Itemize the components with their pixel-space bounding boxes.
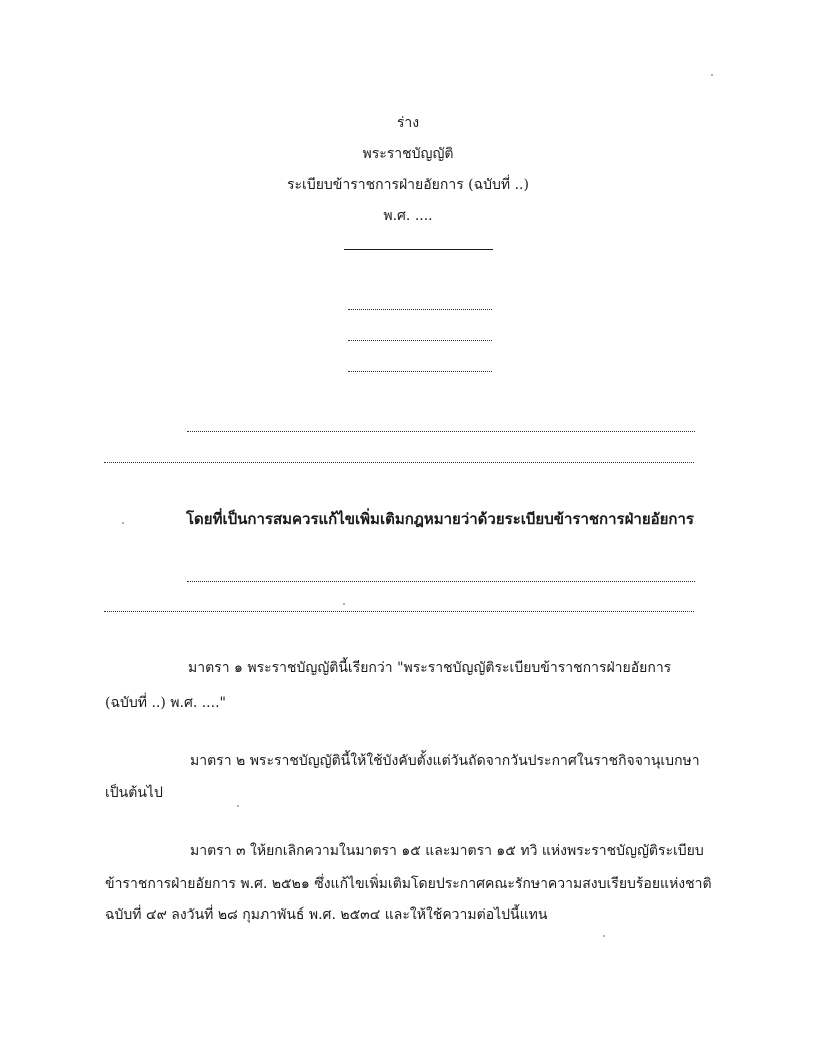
scan-speck [237, 805, 239, 807]
section-2-line-2: เป็นต้นไป [105, 785, 163, 801]
act-type: พระราชบัญญัติ [362, 146, 454, 162]
section-3-line-3: ฉบับที่ ๔๙ ลงวันที่ ๒๘ กุมภาพันธ์ พ.ศ. ๒๕๓๔ และให้ใช้ความต่อไปนี้แทน [105, 907, 548, 923]
section-1-line-2: (ฉบับที่ ..) พ.ศ. ...." [105, 695, 226, 711]
scan-speck [711, 74, 713, 76]
draft-label: ร่าง [396, 115, 420, 131]
section-2-line-1: มาตรา ๒ พระราชบัญญัตินี้ให้ใช้บังคับตั้งแต่วันถัดจากวันประกาศในราชกิจจานุเบกษา [190, 753, 700, 769]
act-year: พ.ศ. .... [383, 208, 433, 224]
signature-placeholder-1 [348, 309, 492, 310]
section-3-line-1: มาตรา ๓ ให้ยกเลิกความในมาตรา ๑๕ และมาตรา ๑๕ ทวิ แห่งพระราชบัญญัติระเบียบ [190, 843, 704, 859]
preamble-placeholder-line-2 [104, 611, 694, 612]
signature-placeholder-2 [348, 340, 492, 341]
intro-placeholder-line-2 [104, 462, 694, 463]
scan-speck [122, 522, 124, 524]
section-3-line-2: ข้าราชการฝ่ายอัยการ พ.ศ. ๒๕๒๑ ซึ่งแก้ไขเพิ่มเติมโดยประกาศคณะรักษาความสงบเรียบร้อยแห่งชาติ [105, 876, 712, 892]
scan-speck [343, 603, 345, 605]
intro-placeholder-line-1 [187, 431, 695, 432]
preamble-placeholder-line-1 [187, 581, 695, 582]
title-rule [344, 249, 493, 250]
act-title: ระเบียบข้าราชการฝ่ายอัยการ (ฉบับที่ ..) [287, 177, 529, 193]
scan-speck [603, 935, 605, 937]
section-1-line-1: มาตรา ๑ พระราชบัญญัตินี้เรียกว่า "พระราชบัญญัติระเบียบข้าราชการฝ่ายอัยการ [188, 660, 672, 676]
preamble-lead: โดยที่เป็นการสมควรแก้ไขเพิ่มเติมกฎหมายว่าด้วยระเบียบข้าราชการฝ่ายอัยการ [186, 510, 694, 528]
signature-placeholder-3 [348, 371, 492, 372]
